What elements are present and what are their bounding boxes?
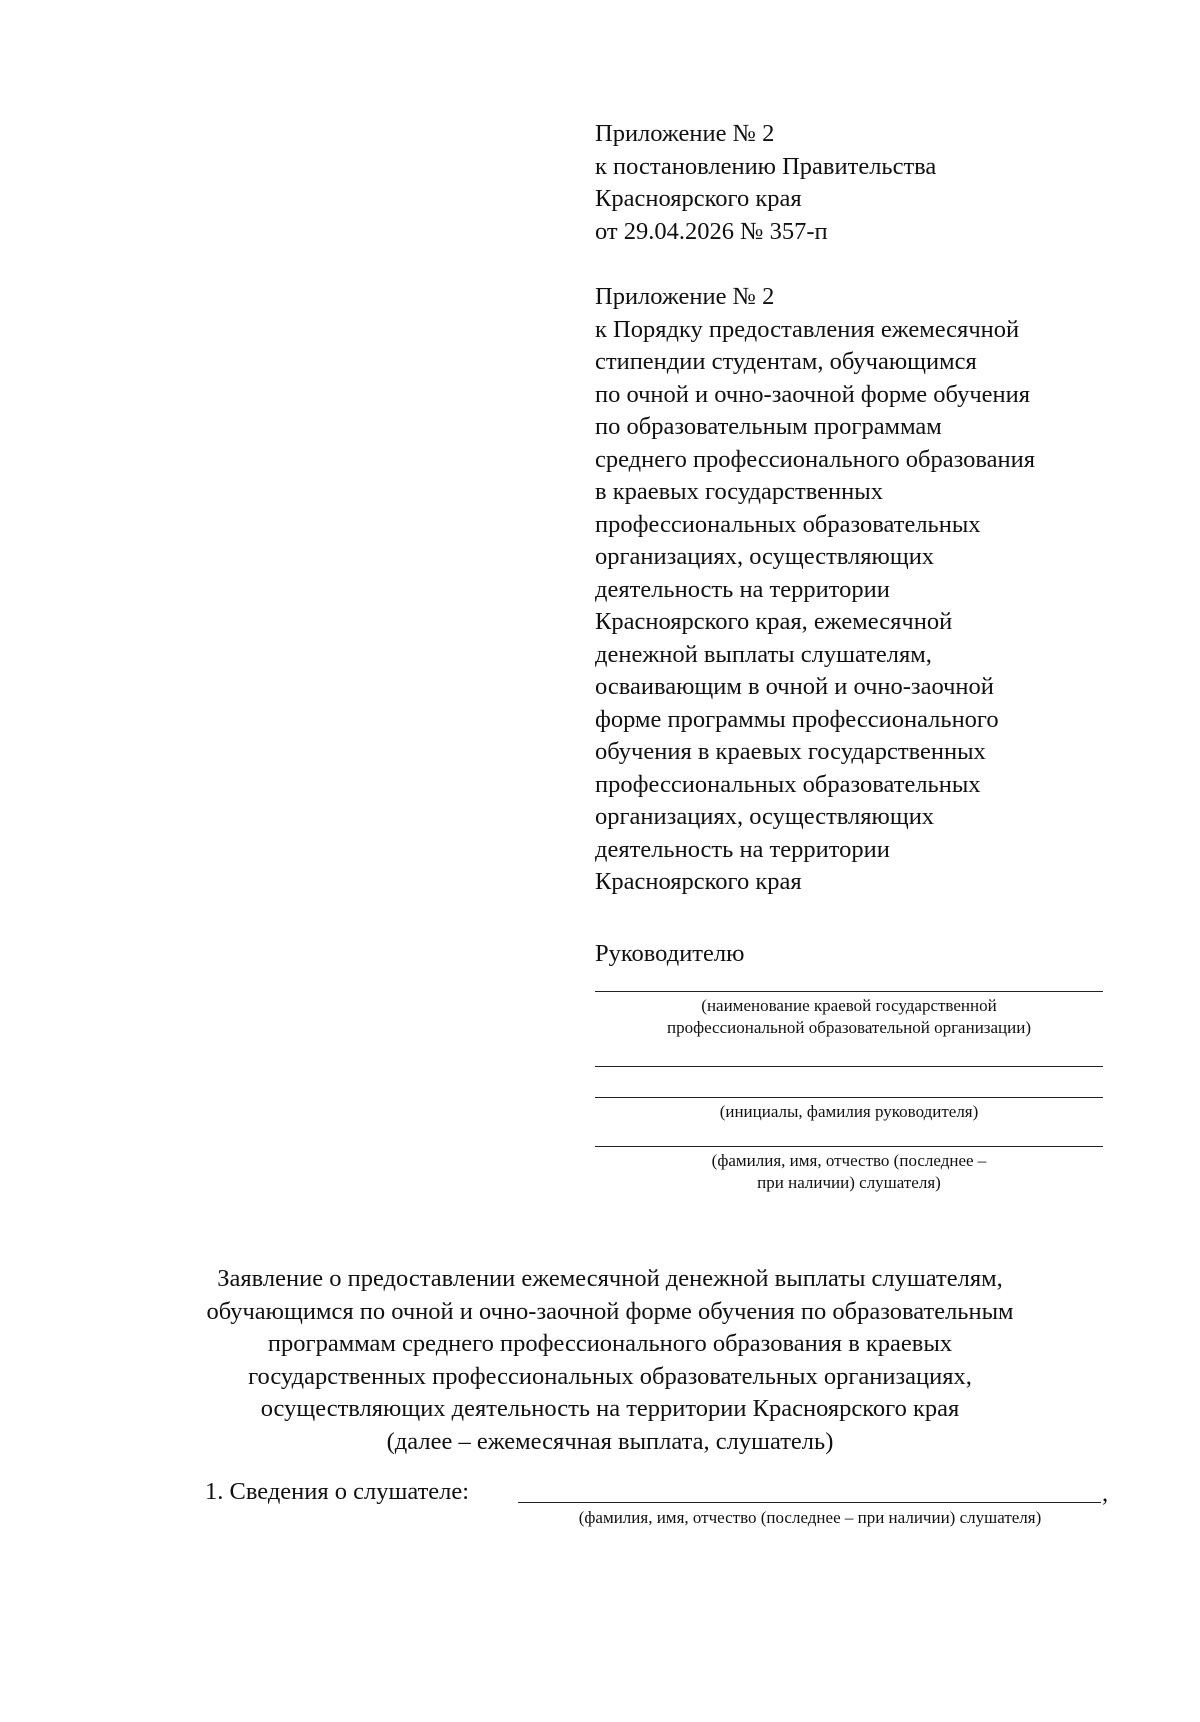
blank-field[interactable] bbox=[595, 1066, 1103, 1067]
appendix-line: деятельность на территории bbox=[595, 575, 890, 603]
head-name-field[interactable] bbox=[595, 1097, 1103, 1123]
section1-listener-underline[interactable] bbox=[518, 1502, 1101, 1503]
org-name-hint-line: (наименование краевой государственной bbox=[701, 996, 997, 1015]
appendix-line: среднего профессионального образования bbox=[595, 445, 1036, 473]
appendix-line: Красноярского края bbox=[595, 185, 802, 212]
title-line: обучающимся по очной и очно-заочной форме обучения по образовательным bbox=[206, 1297, 1014, 1325]
appendix-line: денежной выплаты слушателям, bbox=[595, 640, 932, 668]
appendix-line: от 29.04.2026 № 357-п bbox=[595, 217, 828, 245]
org-name-field[interactable] bbox=[595, 991, 1103, 1039]
appendix-line: стипендии студентам, обучающимся bbox=[595, 348, 977, 375]
statement-title bbox=[120, 1263, 1100, 1458]
addressee-label bbox=[595, 938, 1115, 971]
appendix-line: организациях, осуществляющих bbox=[595, 803, 935, 830]
appendix-line: по очной и очно-заочной форме обучения bbox=[595, 380, 1031, 408]
appendix-line: профессиональных образовательных bbox=[595, 510, 981, 538]
appendix-line: к Порядку предоставления ежемесячной bbox=[595, 315, 1020, 343]
listener-hint-line: (фамилия, имя, отчество (последнее – bbox=[711, 1151, 987, 1170]
appendix-line: организациях, осуществляющих bbox=[595, 543, 935, 570]
listener-name-field[interactable] bbox=[595, 1146, 1103, 1194]
title-line: государственных профессиональных образовательных организациях, bbox=[248, 1362, 972, 1390]
appendix-line: Приложение № 2 bbox=[595, 283, 775, 310]
org-name-hint-line: профессиональной образовательной организации) bbox=[666, 1018, 1032, 1037]
appendix-line: форме программы профессионального bbox=[595, 705, 999, 733]
head-name-underline[interactable] bbox=[595, 1097, 1103, 1098]
listener-name-underline[interactable] bbox=[595, 1146, 1103, 1147]
appendix-line: Красноярского края bbox=[595, 868, 802, 895]
title-line: (далее – ежемесячная выплата, слушатель) bbox=[386, 1427, 834, 1455]
blank-underline[interactable] bbox=[595, 1066, 1103, 1067]
appendix-line: Красноярского края, ежемесячной bbox=[595, 608, 953, 635]
appendix-resolution-header bbox=[595, 118, 1115, 248]
section1-comma: , bbox=[1102, 1480, 1109, 1507]
appendix-line: в краевых государственных bbox=[595, 478, 883, 505]
section1-label: 1. Сведения о слушателе: bbox=[205, 1478, 470, 1505]
appendix-line: обучения в краевых государственных bbox=[595, 738, 986, 765]
org-name-hint bbox=[595, 995, 1103, 1039]
appendix-line: Приложение № 2 bbox=[595, 120, 775, 147]
title-line: осуществляющих деятельность на территории Красноярского края bbox=[260, 1395, 960, 1422]
title-line: программам среднего профессионального образования в краевых bbox=[267, 1330, 953, 1357]
addressee-text: Руководителю bbox=[595, 940, 745, 967]
appendix-line: деятельность на территории bbox=[595, 835, 890, 863]
org-name-underline[interactable] bbox=[595, 991, 1103, 992]
appendix-line: к постановлению Правительства bbox=[595, 152, 937, 180]
appendix-procedure-header bbox=[595, 281, 1115, 899]
appendix-line: по образовательным программам bbox=[595, 413, 942, 440]
head-name-hint: (инициалы, фамилия руководителя) bbox=[719, 1102, 979, 1121]
title-line: Заявление о предоставлении ежемесячной денежной выплаты слушателям, bbox=[217, 1265, 1003, 1292]
appendix-line: осваивающим в очной и очно-заочной bbox=[595, 673, 994, 700]
listener-name-hint bbox=[595, 1150, 1103, 1194]
section1-hint: (фамилия, имя, отчество (последнее – при наличии) слушателя) bbox=[578, 1508, 1042, 1527]
listener-hint-line: при наличии) слушателя) bbox=[757, 1173, 941, 1192]
appendix-line: профессиональных образовательных bbox=[595, 770, 981, 798]
